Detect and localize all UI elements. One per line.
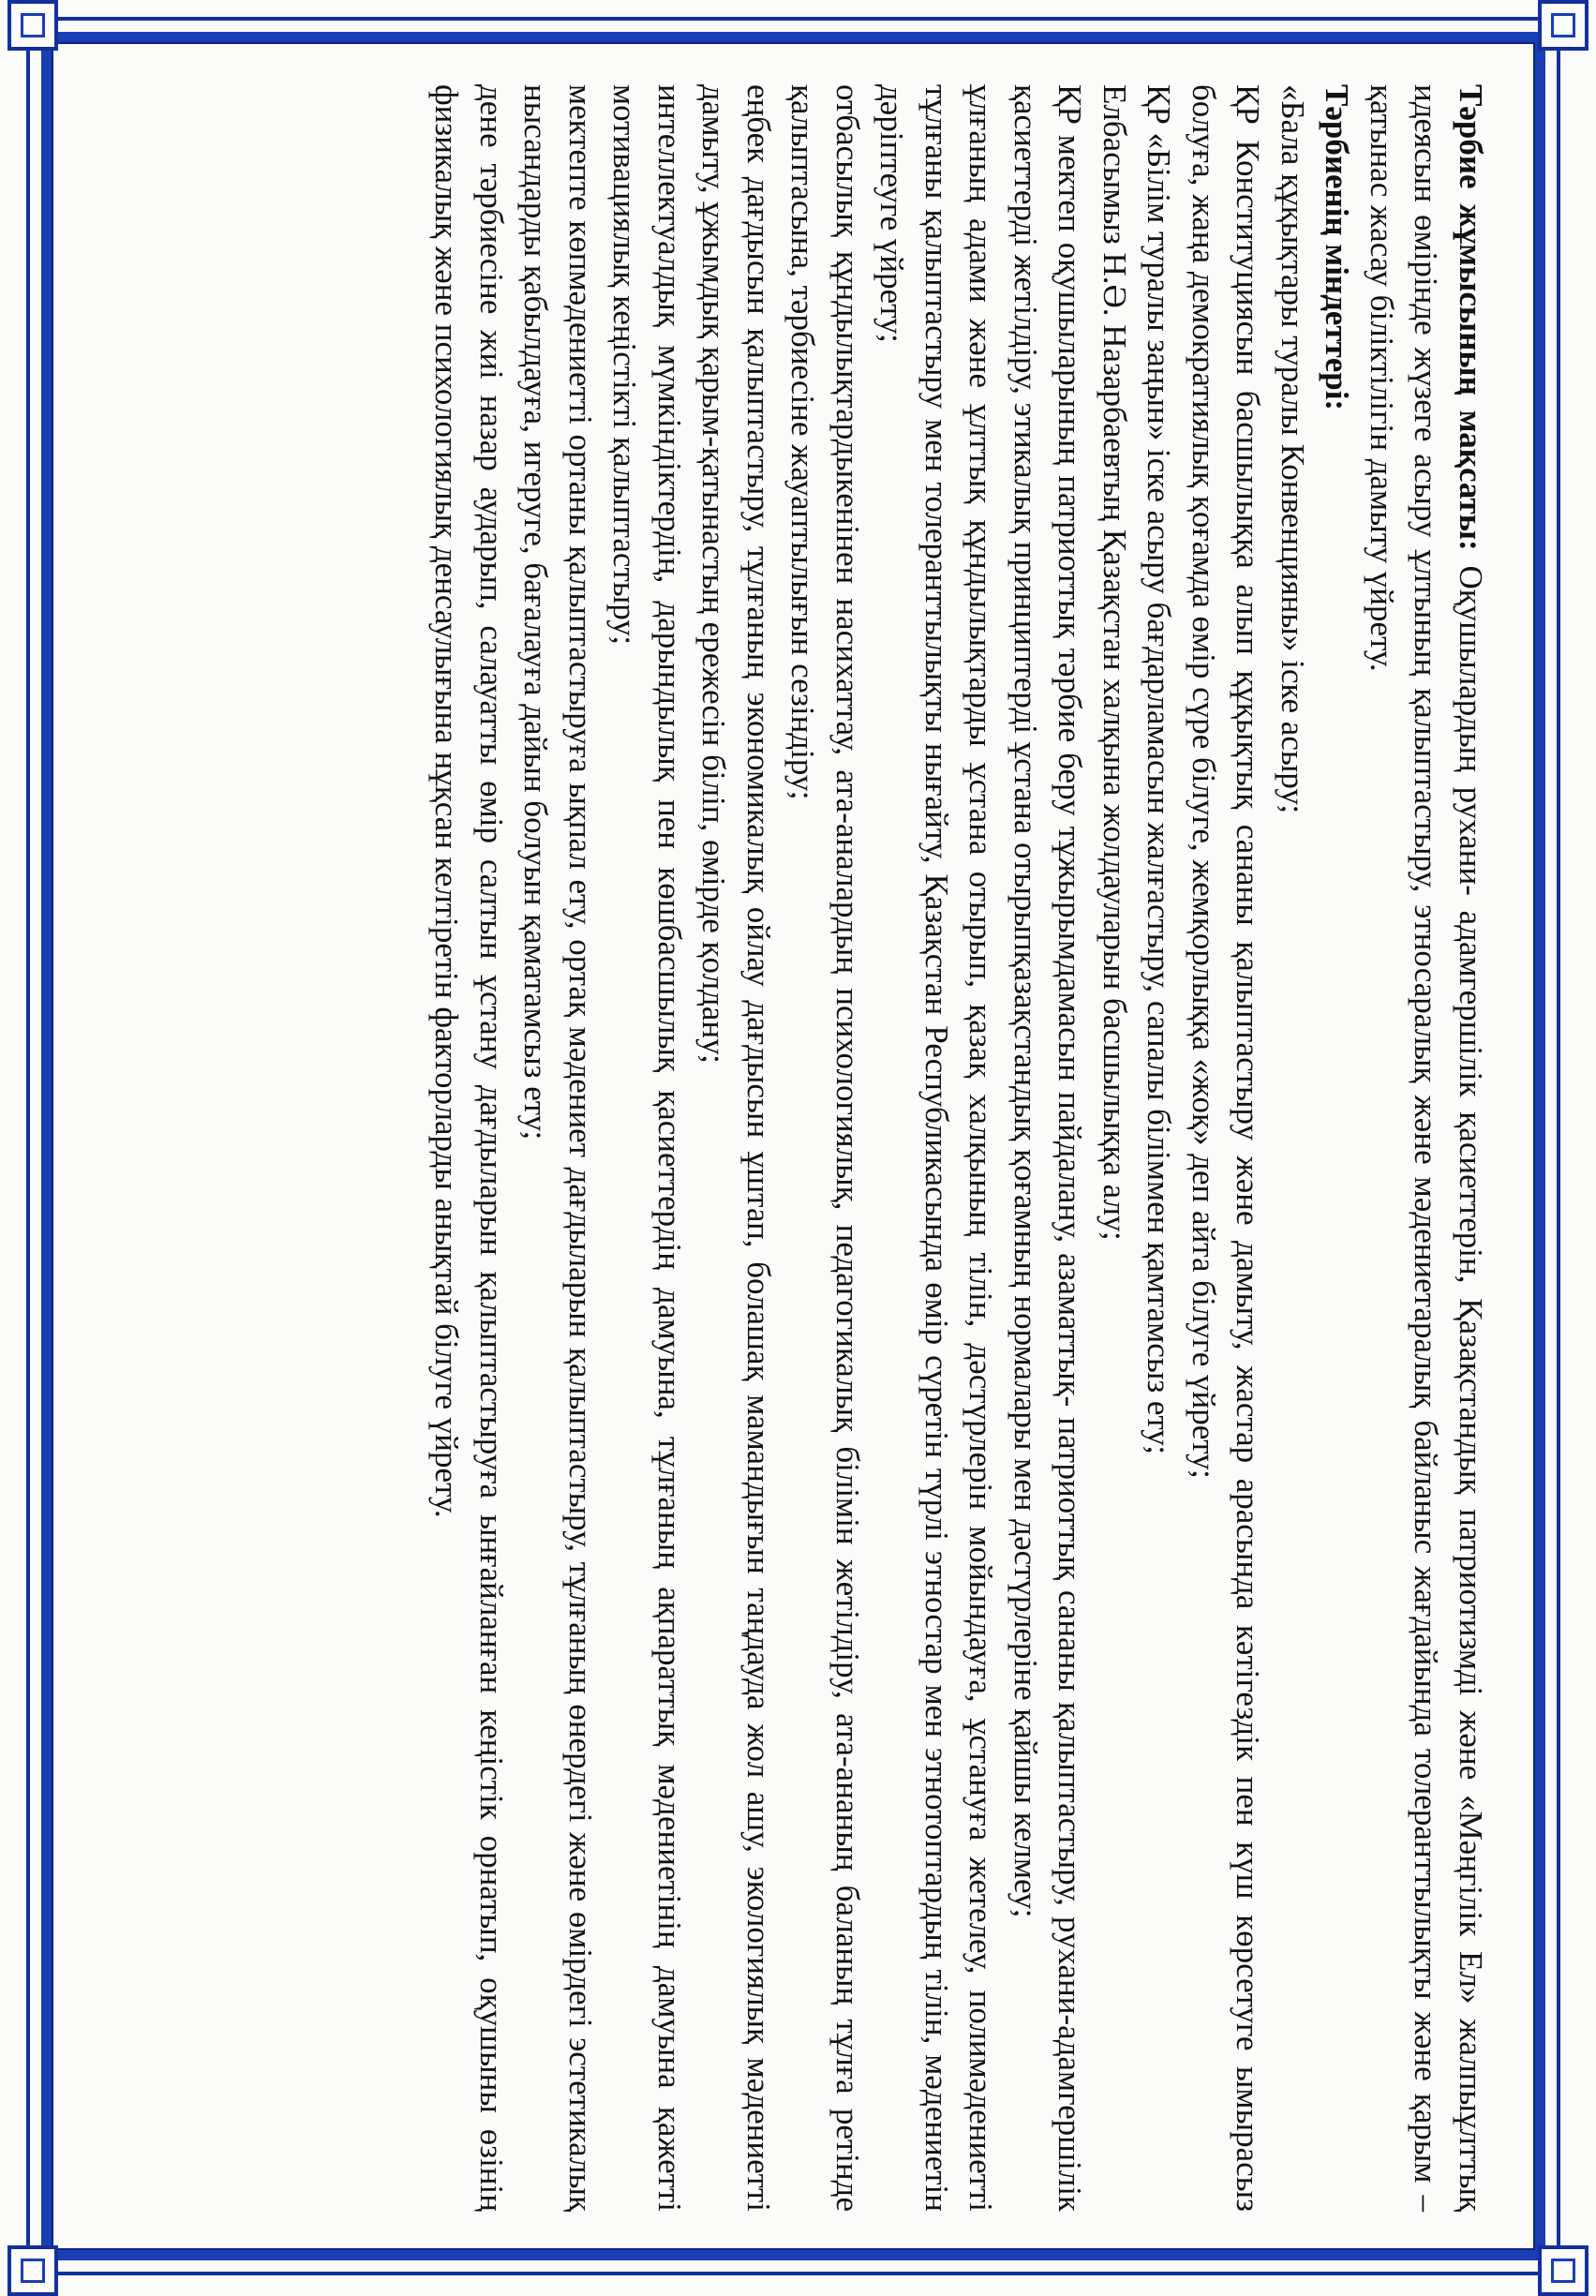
goal-text: Оқушылардың рухани- адамгершілік қасиеттерін, Қазақстандық патриотизмді және «Мәңгілік Ел» жалпыұлттық идеясын өмірінде жүзеге асыру ұлтының қалыптастыру, этносаралық және мәдениетаралық байланыс жағдайында толеранттылықты және қарым – қатынас жасау біліктілігін дамыту үйрету. [1364, 84, 1489, 2212]
task-item: Елбасымыз Н.Ә. Назарбаевтың Қазақстан халқына жолдауларын басшылыққа алу; [1096, 84, 1133, 1241]
corner-ornament [1538, 0, 1589, 51]
task-item: мектепте көпмәдениетті ортаны қалыптастыруға ықпал ету, ортақ мәдениет дағдыларын қалыптастыру, тұлғаның өнердегі және өмірдегі эстетикалық нысандарды қабылдауға, игеруге, бағалауға дайын болуын қаматамсыз ету; [517, 84, 599, 2212]
task-item: «Бала құқықтары туралы Конвенцияны» іске асыру; [1275, 84, 1311, 814]
task-item: еңбек дағдысын қалыптастыру, тұлғаның экономикалық ойлау дағдысын ұштап, болашақ мамандығын таңдауда жол ашу, экологиялық мәдениетті дамыту, ұжымдық қарым-қатынастың ережесін біліп, өмірде қолдану; [695, 84, 777, 2212]
corner-ornament [1538, 2245, 1589, 2296]
task-item: ұлғаның адами және ұлттық құндылықтарды ұстана отырып, қазақ халқының тілін, дәстүрлерін мойындауға, ұстануға жетелеу, полимәдениетті тұлғаны қалыптастыру мен толеранттылықты нығайту, Қазақстан Республикасында өмір сүретін түрлі этностар мен этнотоптардың тілін, мәдениетін дәріптеуге үйрету; [873, 84, 1000, 2212]
task-item: ҚР мектеп оқушыларының патриоттық тәрбие беру тұжырымдамасын пайдалану, азаматтық- патриоттық сананы қалыптастыру, рухани-адамгершілік қасиеттерді жетілдіру, этикалық принциптерді ұстана отырыпқазақстандық қоғамның нормалары мен дәстүрлеріне қайшы келмеу; [1007, 84, 1089, 2212]
task-item: отбасылық құндылықтардыкенінен насихаттау, ата-аналардың психологиялық, педагогикалық білімін жетілдіру, ата-ананың баланың тұлға ретінде қалыптасына, тәрбиесіне жауаптылығын сезіндіру; [784, 84, 866, 2212]
document-body [181, 84, 1493, 2212]
task-item: интеллектуалдық мүмкіндіктердің, дарындылық пен көшбасшылық қасиеттердің дамуына, тұлғаның ақпараттық мәдениетінің дамуына қажетті мотивациялық кеңістікті қалыптастыру; [606, 84, 688, 2212]
task-item: ҚР «Білім туралы заңын» іске асыру бағдарламасын жалғастыру, сапалы біліммен қамтамсыз ету; [1141, 84, 1178, 1455]
corner-ornament [7, 0, 58, 51]
task-item: ҚР Конституциясын басшылыққа алып құқықтық сананы қалыптастыру және дамыту, жастар арасында кәтігездік пен күш көрсетуге ымырасыз болуға, жаңа демократиялық қоғамда өмір сүре білуге, жемқорлыққа «жоқ» деп айта білуге үйрету; [1186, 84, 1267, 2212]
goal-paragraph [1360, 84, 1494, 2212]
tasks-heading: Тәрбиенің міндеттері: [1319, 84, 1356, 411]
goal-label: Тәрбие жұмысының мақсаты: [1453, 84, 1489, 551]
task-item: дене тәрбиесіне жиі назар аударып, салауатты өмір салтын ұстану дағдыларын қалыптастыруға ынғайланған кеңістік орнатып, оқушыны өзінің физикалық және психологиялық денсаулығына нұқсан келтіретін факторларды анықтай білуге үйрету. [428, 84, 510, 2212]
corner-ornament [7, 2245, 58, 2296]
